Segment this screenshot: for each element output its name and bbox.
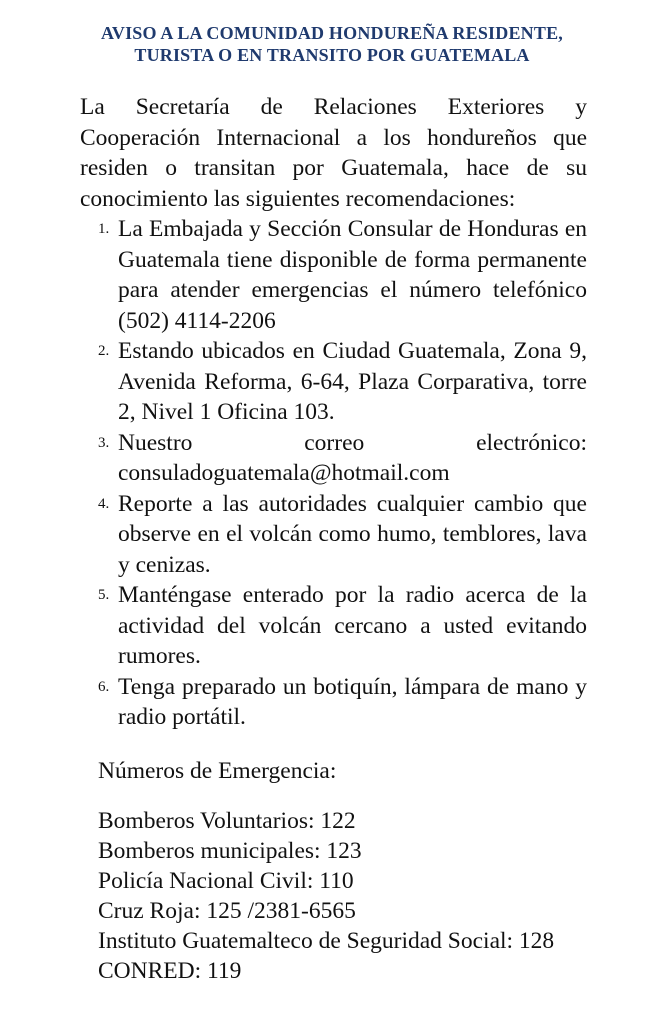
emergency-heading: Números de Emergencia: — [98, 758, 337, 784]
emergency-entry: Policía Nacional Civil: 110 — [98, 868, 354, 894]
item-number: 5. — [98, 587, 110, 603]
notice-title-line-1: AVISO A LA COMUNIDAD HONDUREÑA RESIDENTE, — [101, 23, 563, 43]
item-text: La Embajada y Sección Consular de Honduras en Guatemala tiene disponible de forma permanente para atender emergencias el número telefónico (502) 4114-2206 — [118, 216, 587, 334]
item-text: Nuestro correo electrónico: consuladoguatemala@hotmail.com — [118, 429, 587, 486]
recommendation-item — [80, 672, 587, 733]
item-text: Reporte a las autoridades cualquier cambio que observe en el volcán como humo, temblores, lava y cenizas. — [118, 490, 587, 578]
item-text: Estando ubicados en Ciudad Guatemala, Zona 9, Avenida Reforma, 6-64, Plaza Corparativa, torre 2, Nivel 1 Oficina 103. — [118, 338, 587, 425]
item-number: 6. — [98, 678, 110, 695]
notice-body — [80, 92, 587, 733]
emergency-entry: Bomberos Voluntarios: 122 — [98, 808, 356, 834]
recommendation-item — [80, 580, 587, 672]
notice-title — [0, 22, 664, 66]
item-number: 2. — [98, 343, 110, 359]
recommendation-item — [80, 214, 587, 336]
recommendation-item — [80, 489, 587, 581]
item-number: 4. — [98, 495, 110, 512]
item-text: Manténgase enterado por la radio acerca de la actividad del volcán cercano a usted evitando rumores. — [118, 582, 587, 669]
emergency-entry: Cruz Roja: 125 /2381-6565 — [98, 898, 356, 924]
emergency-list — [98, 806, 587, 986]
item-number: 1. — [98, 221, 110, 237]
recommendation-item — [80, 336, 587, 428]
notice-title-line-2: TURISTA O EN TRANSITO POR GUATEMALA — [134, 45, 530, 65]
item-text: Tenga preparado un botiquín, lámpara de mano y radio portátil. — [118, 673, 587, 730]
item-number: 3. — [98, 434, 110, 451]
intro-paragraph: La Secretaría de Relaciones Exteriores y Cooperación Internacional a los hondureños que residen o transitan por Guatemala, hace de su conocimiento las siguientes recomendaciones: — [80, 94, 587, 212]
emergency-entry: CONRED: 119 — [98, 958, 242, 984]
emergency-entry: Instituto Guatemalteco de Seguridad Social: 128 — [98, 928, 555, 954]
emergency-entry: Bomberos municipales: 123 — [98, 838, 362, 864]
recommendation-item — [80, 428, 587, 489]
